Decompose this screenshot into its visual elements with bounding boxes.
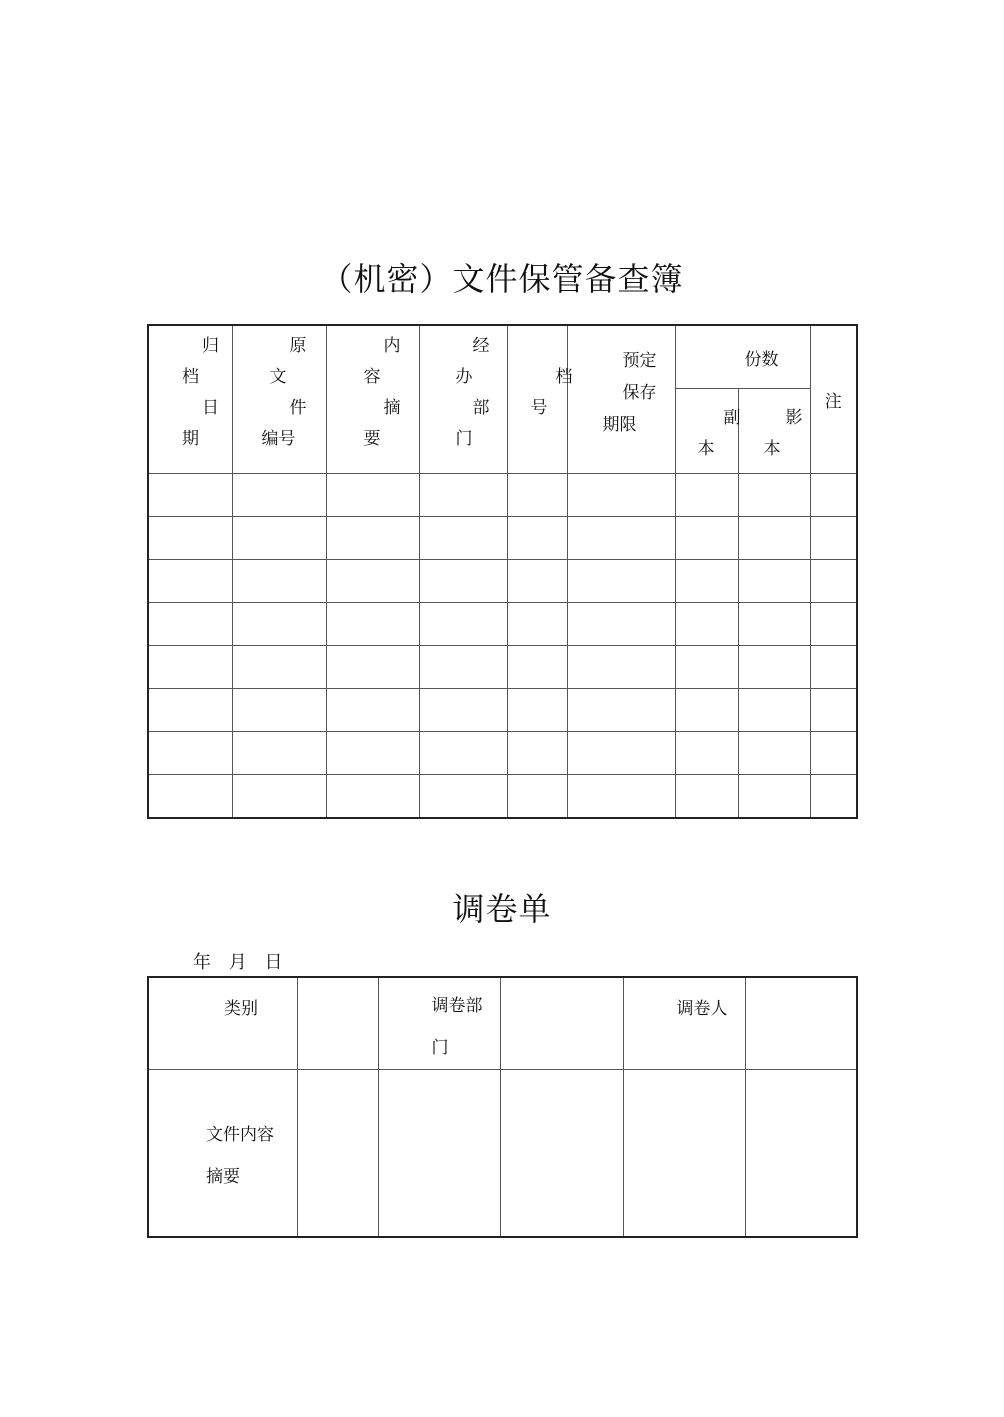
table-row [148,732,857,775]
value-retrieval-dept [500,977,623,1070]
label-content-summary: 文件内容 摘要 [148,1070,297,1237]
table-row [148,689,857,732]
header-archive-date: 归 档 日 期 [148,325,232,474]
table-row [148,474,857,517]
header-note: 注 [810,325,857,474]
summary-cell [623,1070,745,1237]
table-row [148,603,857,646]
header-archive-number: 档 号 [507,325,567,474]
header-handling-dept: 经 办 部 门 [419,325,507,474]
summary-cell [297,1070,378,1237]
retrieval-slip-table [147,976,858,1238]
header-content-summary: 内 容 摘 要 [326,325,419,474]
table-row [148,517,857,560]
archive-register-table [147,324,858,819]
header-duplicate: 副 本 [675,389,738,474]
label-retrieval-person: 调卷人 [623,977,745,1070]
table-row [148,646,857,689]
date-line: 年 月 日 [193,952,284,973]
header-original-doc-number: 原 文 件 编号 [232,325,326,474]
value-retrieval-person [745,977,857,1070]
header-copies: 份数 [675,325,810,389]
label-retrieval-dept: 调卷部 门 [378,977,500,1070]
summary-cell [745,1070,857,1237]
retrieval-slip-title: 调卷单 [452,890,552,928]
register-title: （机密）文件保管备查簿 [320,260,684,298]
summary-cell [500,1070,623,1237]
header-photocopy: 影 本 [738,389,810,474]
table-row [148,775,857,819]
header-retention-period: 预定 保存 期限 [567,325,675,474]
table-row [148,560,857,603]
label-category: 类别 [148,977,297,1070]
summary-cell [378,1070,500,1237]
value-category [297,977,378,1070]
